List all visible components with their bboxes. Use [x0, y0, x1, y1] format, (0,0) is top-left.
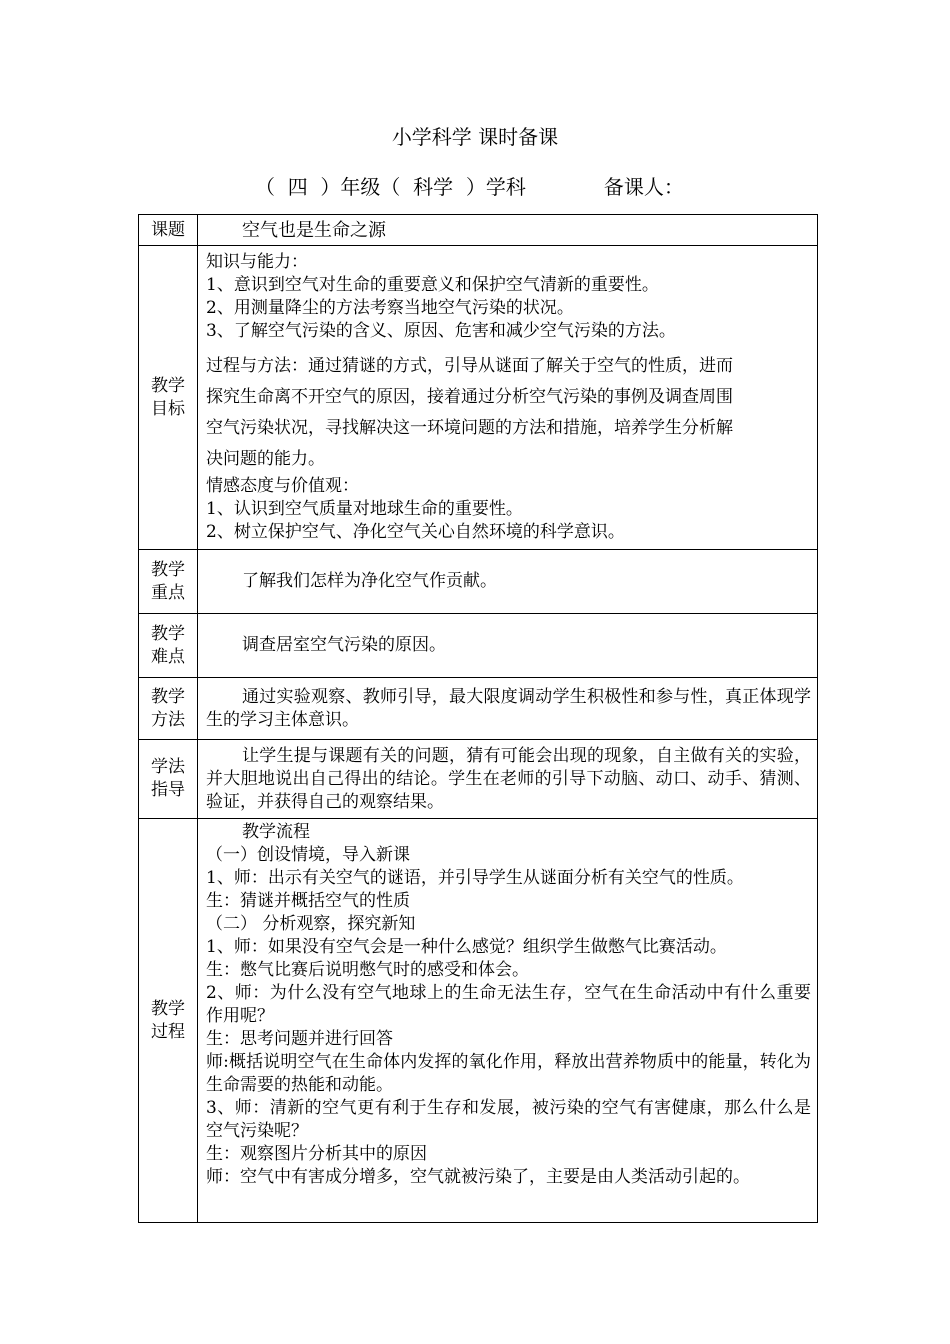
label-methods-1: 教学 — [151, 686, 185, 707]
objective-line: 决问题的能力。 — [206, 449, 325, 469]
label-study-guide-1: 学法 — [151, 757, 185, 777]
process-line: 师:概括说明空气在生命体内发挥的氧化作用，释放出营养物质中的能量，转化为生命需要的热能和动能。 — [206, 1052, 811, 1095]
process-line: 1、师：如果没有空气会是一种什么感觉？组织学生做憋气比赛活动。 — [206, 937, 727, 957]
methods-cell — [198, 678, 818, 740]
process-line: 生：猜谜并概括空气的性质 — [206, 891, 410, 911]
process-line: 生：思考问题并进行回答 — [206, 1029, 393, 1049]
process-line: 3、师：清新的空气更有利于生存和发展，被污染的空气有害健康，那么什么是空气污染呢？ — [206, 1098, 811, 1141]
process-line: 师：空气中有害成分增多，空气就被污染了，主要是由人类活动引起的。 — [206, 1167, 750, 1187]
label-key-points-1: 教学 — [151, 559, 185, 580]
lesson-plan-table — [138, 214, 818, 1223]
process-line: 生：憋气比赛后说明憋气时的感受和体会。 — [206, 960, 529, 980]
label-process-1: 教学 — [151, 998, 185, 1019]
label-methods — [139, 678, 198, 740]
process-line: （二） 分析观察，探究新知 — [206, 914, 416, 934]
row-objectives — [139, 246, 818, 550]
preparer-label: 备课人： — [603, 175, 684, 199]
label-difficulties-1: 教学 — [151, 623, 185, 644]
objective-line: 知识与能力： — [206, 252, 308, 272]
methods-value: 通过实验观察、教师引导，最大限度调动学生积极性和参与性，真正体现学生的学习主体意识。 — [206, 686, 811, 730]
objective-line: 探究生命离不开空气的原因，接着通过分析空气污染的事例及调查周围 — [206, 387, 733, 407]
objective-line: 1、意识到空气对生命的重要意义和保护空气清新的重要性。 — [206, 275, 659, 295]
objective-line: 过程与方法：通过猜谜的方式，引导从谜面了解关于空气的性质，进而 — [206, 356, 733, 376]
row-difficulties — [139, 614, 818, 678]
process-line: （一）创设情境，导入新课 — [206, 845, 410, 865]
label-objectives — [139, 246, 198, 550]
process-content — [198, 819, 818, 1223]
label-process-2: 过程 — [151, 1021, 185, 1042]
row-topic — [139, 215, 818, 246]
objective-line: 2、用测量降尘的方法考察当地空气污染的状况。 — [206, 298, 574, 318]
label-process — [139, 819, 198, 1223]
topic-value: 空气也是生命之源 — [242, 219, 386, 241]
row-key-points — [139, 550, 818, 614]
key-points-value: 了解我们怎样为净化空气作贡献。 — [242, 571, 497, 591]
label-study-guide — [139, 740, 198, 819]
objective-line: 3、了解空气污染的含义、原因、危害和减少空气污染的方法。 — [206, 321, 676, 341]
difficulties-value: 调查居室空气污染的原因。 — [242, 635, 446, 655]
process-line: 1、师：出示有关空气的谜语，并引导学生从谜面分析有关空气的性质。 — [206, 868, 744, 888]
objective-line: 2、树立保护空气、净化空气关心自然环境的科学意识。 — [206, 522, 625, 542]
objective-line: 情感态度与价值观： — [206, 476, 359, 496]
row-methods — [139, 678, 818, 740]
subtitle-line — [255, 174, 684, 200]
label-study-guide-2: 指导 — [151, 780, 185, 800]
label-objectives-1: 教学 — [151, 375, 185, 396]
process-line: 生：观察图片分析其中的原因 — [206, 1144, 427, 1164]
label-objectives-2: 目标 — [151, 398, 185, 419]
label-methods-2: 方法 — [151, 709, 185, 730]
study-guide-value: 让学生提与课题有关的问题，猜有可能会出现的现象，自主做有关的实验，并大胆地说出自己得出的结论。学生在老师的引导下动脑、动口、动手、猜测、验证，并获得自己的观察结果。 — [206, 745, 811, 812]
difficulties-cell — [198, 614, 818, 678]
row-process — [139, 819, 818, 1223]
objective-line: 空气污染状况，寻找解决这一环境问题的方法和措施，培养学生分析解 — [206, 418, 733, 438]
objective-line: 1、认识到空气质量对地球生命的重要性。 — [206, 499, 523, 519]
objectives-content — [198, 246, 818, 550]
process-heading: 教学流程 — [242, 822, 310, 842]
label-key-points — [139, 550, 198, 614]
label-difficulties — [139, 614, 198, 678]
key-points-cell — [198, 550, 818, 614]
label-difficulties-2: 难点 — [151, 646, 185, 667]
label-key-points-2: 重点 — [151, 582, 185, 603]
page-title: 小学科学 课时备课 — [391, 125, 559, 149]
topic-value-cell — [198, 215, 818, 246]
process-line: 2、师：为什么没有空气地球上的生命无法生存，空气在生命活动中有什么重要作用呢？ — [206, 983, 811, 1026]
grade-subject: （ 四 ）年级（ 科学 ）学科 — [255, 175, 526, 199]
label-topic — [139, 215, 198, 246]
row-study-guide — [139, 740, 818, 819]
label-topic-text: 课题 — [151, 219, 185, 240]
study-guide-cell — [198, 740, 818, 819]
